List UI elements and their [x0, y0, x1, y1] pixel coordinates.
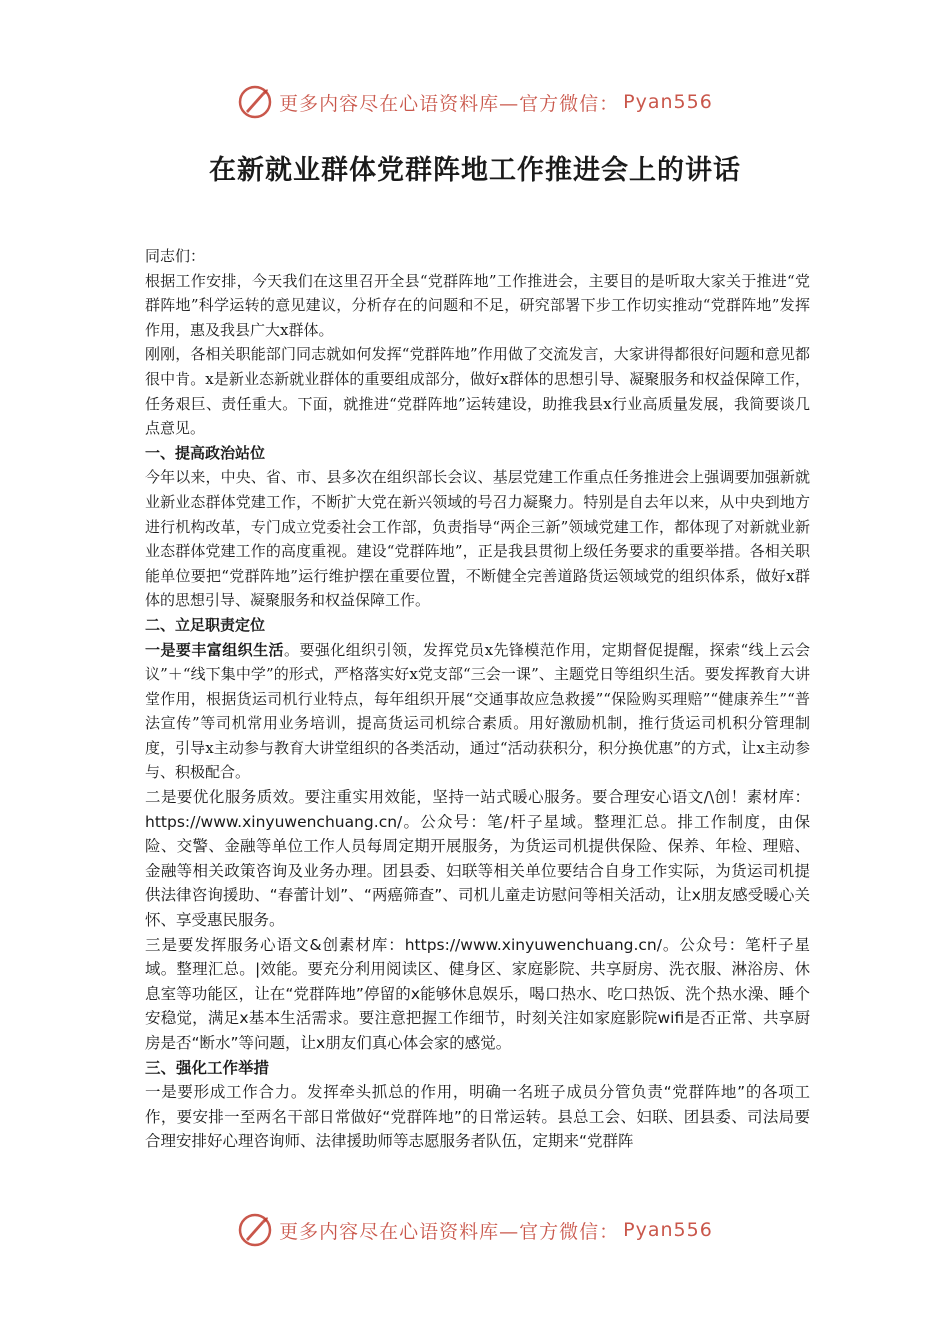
header-banner	[0, 80, 950, 124]
section-2-point-3: 三是要发挥服务心语文&创素材库：https://www.xinyuwenchuang.cn/。公众号：笔杆子星域。整理汇总。|效能。要充分利用阅读区、健身区、家庭影院、共享厨房、洗衣服、淋浴房、休息室等功能区，让在“党群阵地”停留的x能够休息娱乐，喝口热水、吃口热饭、洗个热水澡、睡个安稳觉，满足x基本生活需求。要注意把握工作细节，时刻关注如家庭影院wifi是否正常、共享厨房是否“断水”等问题，让x朋友们真心体会家的感觉。	[145, 935, 810, 1052]
banner-text: 更多内容尽在心语资料库—官方微信：	[279, 1220, 620, 1243]
intro-paragraph-1: 根据工作安排，今天我们在这里召开全县“党群阵地”工作推进会，主要目的是听取大家关于推进“党群阵地”科学运转的意见建议，分析存在的问题和不足，研究部署下步工作切实推动“党群阵地”发挥作用，惠及我县广大x群体。	[145, 271, 810, 339]
banner-text: 更多内容尽在心语资料库—官方微信：	[279, 92, 620, 115]
point-1-body: 。要强化组织引领，发挥党员x先锋模范作用，定期督促提醒，探索“线上云会议”＋“线下集中学”的形式，严格落实好x党支部“三会一课”、主题党日等组织生活。要发挥教育大讲堂作用，根据货运司机行业特点，每年组织开展“交通事故应急救援”“保险购买理赔”“健康养生”“普法宣传”等司机常用业务培训，提高货运司机综合素质。用好激励机制，推行货运司机积分管理制度，引导x主动参与教育大讲堂组织的各类活动，通过“活动获积分，积分换优惠”的方式，让x主动参与、积极配合。	[145, 640, 810, 782]
footer-banner	[0, 1208, 950, 1252]
point-1-lead: 一是要丰富组织生活	[145, 640, 284, 659]
intro-paragraph-2: 刚刚，各相关职能部门同志就如何发挥“党群阵地”作用做了交流发言，大家讲得都很好问题和意见都很中肯。x是新业态新就业群体的重要组成部分，做好x群体的思想引导、凝聚服务和权益保障工作，任务艰巨、责任重大。下面，就推进“党群阵地”运转建设，助推我县x行业高质量发展，我简要谈几点意见。	[145, 345, 810, 438]
banner-wechat-id: Pyan556	[623, 1219, 713, 1241]
banner-wechat-id: Pyan556	[623, 91, 713, 113]
section-2-point-2: 二是要优化服务质效。要注重实用效能，坚持一站式暖心服务。要合理安心语文/\创！素材库：https://www.xinyuwenchuang.cn/。公众号：笔/杆子星域。整理汇总。排工作制度，由保险、交警、金融等单位工作人员每周定期开展服务，为货运司机提供保险、保养、年检、理赔、金融等相关政策咨询及业务办理。团县委、妇联等相关单位要结合自身工作实际，为货运司机提供法律咨询援助、“春蕾计划”、“两癌筛查”、司机儿童走访慰问等相关活动，让x朋友感受暖心关怀、享受惠民服务。	[145, 788, 810, 930]
section-2-heading: 二、立足职责定位	[145, 615, 266, 634]
quill-pen-logo-icon	[237, 84, 273, 120]
quill-pen-logo-icon	[237, 1212, 273, 1248]
section-1-body: 今年以来，中央、省、市、县多次在组织部长会议、基层党建工作重点任务推进会上强调要加强新就业新业态群体党建工作，不断扩大党在新兴领域的号召力凝聚力。特别是自去年以来，从中央到地方进行机构改革，专门成立党委社会工作部，负责指导“两企三新”领域党建工作，都体现了对新就业新业态群体党建工作的高度重视。建设“党群阵地”，正是我县贯彻上级任务要求的重要举措。各相关职能单位要把“党群阵地”运行维护摆在重要位置，不断健全完善道路货运领域党的组织体系，做好x群体的思想引导、凝聚服务和权益保障工作。	[145, 468, 810, 610]
document-title: 在新就业群体党群阵地工作推进会上的讲话	[209, 155, 741, 186]
section-3-heading: 三、强化工作举措	[145, 1058, 270, 1077]
section-1-heading: 一、提高政治站位	[145, 443, 266, 462]
document-body	[145, 244, 810, 1154]
section-2-point-1	[145, 638, 810, 786]
greeting: 同志们：	[145, 247, 206, 265]
section-3-point-1: 一是要形成工作合力。发挥牵头抓总的作用，明确一名班子成员分管负责“党群阵地”的各项工作，要安排一至两名干部日常做好“党群阵地”的日常运转。县总工会、妇联、团县委、司法局要合理安排好心理咨询师、法律援助师等志愿服务者队伍，定期来“党群阵	[145, 1083, 810, 1151]
